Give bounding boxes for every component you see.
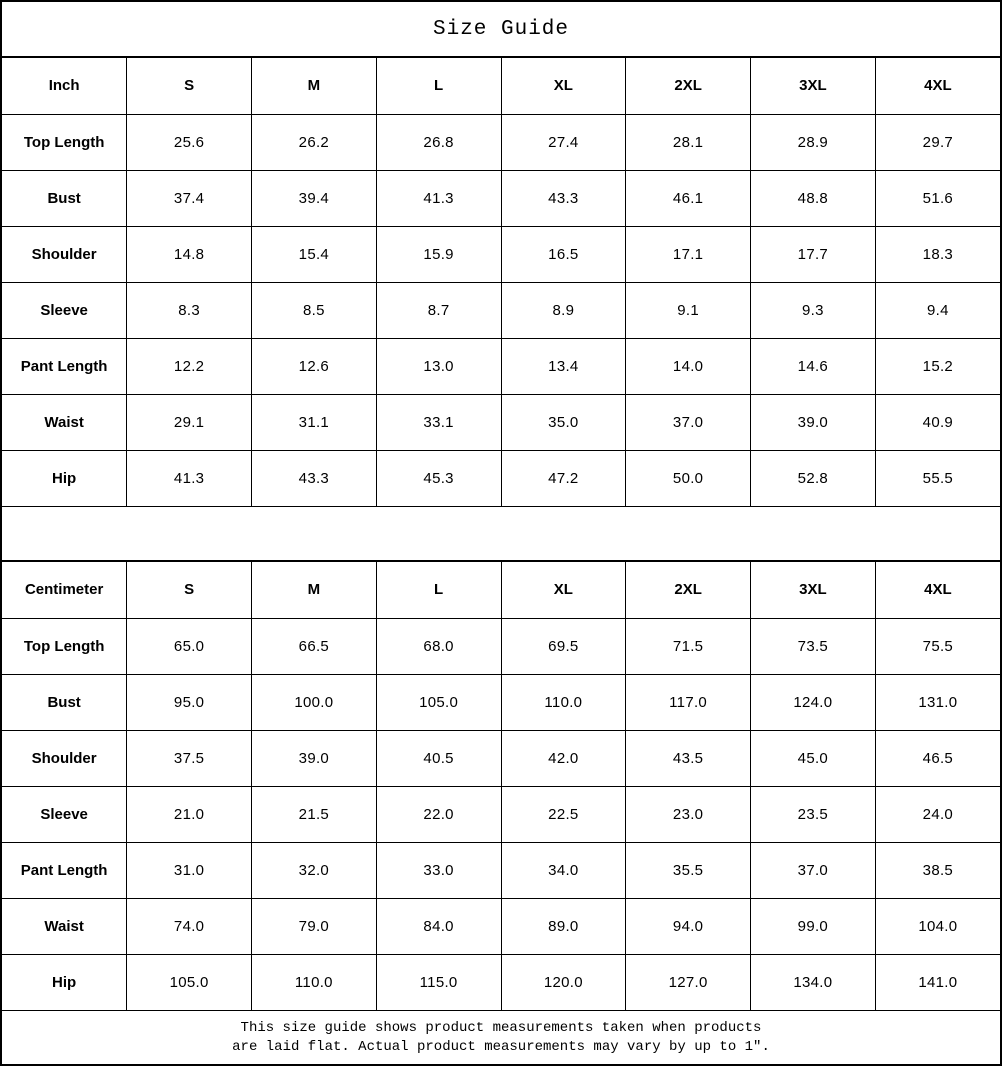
measurement-value-cell: 43.3: [252, 450, 377, 506]
measurement-value-cell: 117.0: [626, 674, 751, 730]
measurement-value-cell: 13.4: [501, 338, 626, 394]
measurement-value-cell: 28.1: [626, 114, 751, 170]
measurement-value-cell: 47.2: [501, 450, 626, 506]
measurement-value-cell: 8.5: [252, 282, 377, 338]
measurement-value-cell: 33.1: [376, 394, 501, 450]
measurement-value-cell: 23.0: [626, 786, 751, 842]
measurement-value-cell: 15.4: [252, 226, 377, 282]
table-row-waist: [2, 394, 1000, 450]
measurement-value-cell: 24.0: [875, 786, 1000, 842]
size-column-header-s: S: [127, 58, 252, 114]
measurement-value-cell: 46.5: [875, 730, 1000, 786]
measurement-value-cell: 73.5: [751, 618, 876, 674]
measurement-value-cell: 26.2: [252, 114, 377, 170]
measurement-value-cell: 9.1: [626, 282, 751, 338]
measurement-value-cell: 25.6: [127, 114, 252, 170]
measurement-value-cell: 120.0: [501, 954, 626, 1010]
measurement-value-cell: 8.9: [501, 282, 626, 338]
table-row-pant-length: [2, 338, 1000, 394]
measurement-value-cell: 104.0: [875, 898, 1000, 954]
table-row-bust: [2, 170, 1000, 226]
measurement-value-cell: 28.9: [751, 114, 876, 170]
measurement-value-cell: 8.3: [127, 282, 252, 338]
measurement-value-cell: 12.2: [127, 338, 252, 394]
measurement-value-cell: 37.0: [626, 394, 751, 450]
measurement-label-cell: Pant Length: [2, 842, 127, 898]
measurement-label-cell: Sleeve: [2, 786, 127, 842]
disclaimer-line-1: This size guide shows product measurements taken when products: [240, 1019, 762, 1036]
measurement-value-cell: 14.8: [127, 226, 252, 282]
measurement-value-cell: 43.3: [501, 170, 626, 226]
table-section-spacer: [2, 506, 1000, 562]
measurement-value-cell: 38.5: [875, 842, 1000, 898]
measurement-value-cell: 17.7: [751, 226, 876, 282]
table-row-sleeve: [2, 786, 1000, 842]
measurement-value-cell: 75.5: [875, 618, 1000, 674]
measurement-value-cell: 100.0: [252, 674, 377, 730]
measurement-value-cell: 51.6: [875, 170, 1000, 226]
size-column-header-l: L: [376, 562, 501, 618]
measurement-value-cell: 50.0: [626, 450, 751, 506]
measurement-value-cell: 115.0: [376, 954, 501, 1010]
measurement-value-cell: 89.0: [501, 898, 626, 954]
measurement-value-cell: 27.4: [501, 114, 626, 170]
measurement-value-cell: 74.0: [127, 898, 252, 954]
measurement-label-cell: Hip: [2, 450, 127, 506]
measurement-value-cell: 46.1: [626, 170, 751, 226]
measurement-value-cell: 31.1: [252, 394, 377, 450]
measurement-value-cell: 55.5: [875, 450, 1000, 506]
table-row-top-length: [2, 618, 1000, 674]
measurement-value-cell: 65.0: [127, 618, 252, 674]
measurement-value-cell: 13.0: [376, 338, 501, 394]
measurement-value-cell: 33.0: [376, 842, 501, 898]
measurement-label-cell: Bust: [2, 674, 127, 730]
measurement-value-cell: 127.0: [626, 954, 751, 1010]
measurement-value-cell: 68.0: [376, 618, 501, 674]
measurement-value-cell: 22.0: [376, 786, 501, 842]
measurement-value-cell: 39.0: [751, 394, 876, 450]
measurement-value-cell: 37.0: [751, 842, 876, 898]
measurement-value-cell: 32.0: [252, 842, 377, 898]
size-column-header-m: M: [252, 562, 377, 618]
table-row-bust: [2, 674, 1000, 730]
measurement-value-cell: 45.0: [751, 730, 876, 786]
table-row-top-length: [2, 114, 1000, 170]
size-column-header-s: S: [127, 562, 252, 618]
measurement-label-cell: Top Length: [2, 114, 127, 170]
measurement-value-cell: 37.5: [127, 730, 252, 786]
measurement-value-cell: 105.0: [127, 954, 252, 1010]
measurement-value-cell: 18.3: [875, 226, 1000, 282]
measurement-value-cell: 94.0: [626, 898, 751, 954]
size-column-header-l: L: [376, 58, 501, 114]
unit-header-inch: Inch: [2, 58, 127, 114]
measurement-value-cell: 21.5: [252, 786, 377, 842]
size-column-header-2xl: 2XL: [626, 58, 751, 114]
measurement-value-cell: 79.0: [252, 898, 377, 954]
measurement-value-cell: 95.0: [127, 674, 252, 730]
table-row-pant-length: [2, 842, 1000, 898]
table-row-waist: [2, 898, 1000, 954]
measurement-value-cell: 131.0: [875, 674, 1000, 730]
measurement-value-cell: 9.3: [751, 282, 876, 338]
size-column-header-3xl: 3XL: [751, 58, 876, 114]
measurement-value-cell: 40.5: [376, 730, 501, 786]
measurement-label-cell: Bust: [2, 170, 127, 226]
unit-header-centimeter: Centimeter: [2, 562, 127, 618]
measurement-value-cell: 37.4: [127, 170, 252, 226]
measurement-value-cell: 8.7: [376, 282, 501, 338]
measurement-value-cell: 29.7: [875, 114, 1000, 170]
size-column-header-3xl: 3XL: [751, 562, 876, 618]
table-row-hip: [2, 954, 1000, 1010]
measurement-value-cell: 39.0: [252, 730, 377, 786]
table-row-sleeve: [2, 282, 1000, 338]
measurement-value-cell: 48.8: [751, 170, 876, 226]
measurement-value-cell: 110.0: [252, 954, 377, 1010]
cm-table-header-row: [2, 562, 1000, 618]
size-column-header-xl: XL: [501, 562, 626, 618]
measurement-label-cell: Top Length: [2, 618, 127, 674]
measurement-label-cell: Sleeve: [2, 282, 127, 338]
measurement-value-cell: 141.0: [875, 954, 1000, 1010]
measurement-value-cell: 31.0: [127, 842, 252, 898]
measurement-value-cell: 45.3: [376, 450, 501, 506]
measurement-value-cell: 35.5: [626, 842, 751, 898]
measurement-value-cell: 42.0: [501, 730, 626, 786]
measurement-value-cell: 69.5: [501, 618, 626, 674]
measurement-value-cell: 26.8: [376, 114, 501, 170]
measurement-value-cell: 23.5: [751, 786, 876, 842]
measurement-value-cell: 105.0: [376, 674, 501, 730]
table-row-shoulder: [2, 226, 1000, 282]
size-column-header-4xl: 4XL: [875, 58, 1000, 114]
measurement-value-cell: 34.0: [501, 842, 626, 898]
measurement-value-cell: 84.0: [376, 898, 501, 954]
measurement-value-cell: 71.5: [626, 618, 751, 674]
measurement-label-cell: Pant Length: [2, 338, 127, 394]
measurement-value-cell: 40.9: [875, 394, 1000, 450]
table-row-hip: [2, 450, 1000, 506]
measurement-value-cell: 12.6: [252, 338, 377, 394]
measurement-value-cell: 41.3: [127, 450, 252, 506]
measurement-value-cell: 16.5: [501, 226, 626, 282]
measurement-value-cell: 110.0: [501, 674, 626, 730]
measurement-label-cell: Hip: [2, 954, 127, 1010]
measurement-value-cell: 99.0: [751, 898, 876, 954]
measurement-value-cell: 17.1: [626, 226, 751, 282]
measurement-value-cell: 14.6: [751, 338, 876, 394]
measurement-value-cell: 21.0: [127, 786, 252, 842]
measurement-value-cell: 41.3: [376, 170, 501, 226]
measurement-disclaimer: [2, 1010, 1000, 1064]
measurement-label-cell: Shoulder: [2, 226, 127, 282]
measurement-value-cell: 52.8: [751, 450, 876, 506]
measurement-value-cell: 22.5: [501, 786, 626, 842]
measurement-value-cell: 134.0: [751, 954, 876, 1010]
size-column-header-xl: XL: [501, 58, 626, 114]
measurement-value-cell: 15.9: [376, 226, 501, 282]
measurement-value-cell: 66.5: [252, 618, 377, 674]
measurement-value-cell: 14.0: [626, 338, 751, 394]
size-column-header-m: M: [252, 58, 377, 114]
page-title: Size Guide: [2, 2, 1000, 58]
measurement-label-cell: Waist: [2, 394, 127, 450]
inch-table: [2, 58, 1000, 506]
measurement-value-cell: 35.0: [501, 394, 626, 450]
measurement-value-cell: 9.4: [875, 282, 1000, 338]
size-column-header-4xl: 4XL: [875, 562, 1000, 618]
table-row-shoulder: [2, 730, 1000, 786]
inch-table-header-row: [2, 58, 1000, 114]
measurement-value-cell: 124.0: [751, 674, 876, 730]
measurement-value-cell: 15.2: [875, 338, 1000, 394]
measurement-value-cell: 39.4: [252, 170, 377, 226]
measurement-value-cell: 29.1: [127, 394, 252, 450]
measurement-label-cell: Waist: [2, 898, 127, 954]
measurement-value-cell: 43.5: [626, 730, 751, 786]
measurement-label-cell: Shoulder: [2, 730, 127, 786]
disclaimer-line-2: are laid flat. Actual product measurements may vary by up to 1″.: [232, 1038, 770, 1055]
centimeter-table: [2, 562, 1000, 1010]
size-column-header-2xl: 2XL: [626, 562, 751, 618]
